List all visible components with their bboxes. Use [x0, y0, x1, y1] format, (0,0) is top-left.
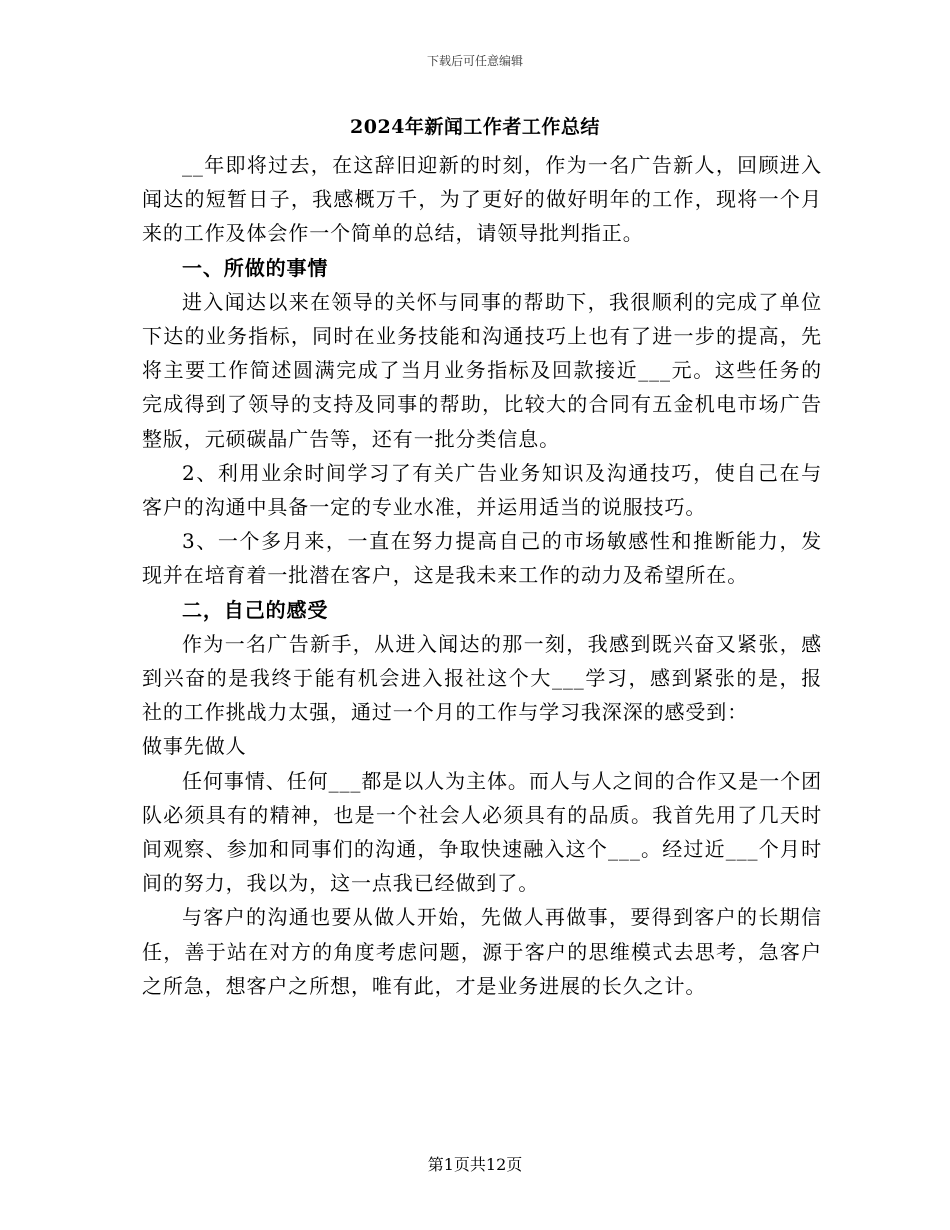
feelings-paragraph-1: 作为一名广告新手，从进入闻达的那一刻，我感到既兴奋又紧张，感到兴奋的是我终于能有机会进入报社这个大___学习，感到紧张的是，报社的工作挑战力太强，通过一个月的工作与学习我深深的感受到：: [142, 631, 822, 725]
section-heading-feelings: 二，自己的感受: [182, 597, 329, 622]
intro-paragraph: __年即将过去，在这辞旧迎新的时刻，作为一名广告新人，回顾进入闻达的短暂日子，我感概万千，为了更好的做好明年的工作，现将一个月来的工作及体会作一个简单的总结，请领导批判指正。: [142, 153, 822, 246]
header-note: 下载后可任意编辑: [426, 54, 523, 68]
feelings-subheading: 做事先做人: [142, 734, 247, 759]
work-done-paragraph-1: 进入闻达以来在领导的关怀与同事的帮助下，我很顺利的完成了单位下达的业务指标，同时在业务技能和沟通技巧上也有了进一步的提高，先将主要工作简述圆满完成了当月业务指标及回款接近___元。这些任务的完成得到了领导的支持及同事的帮助，比较大的合同有五金机电市场广告整版，元硕碳晶广告等，还有一批分类信息。: [142, 289, 822, 451]
document-body: [142, 148, 822, 1003]
work-done-paragraph-2: 2、利用业余时间学习了有关广告业务知识及沟通技巧，使自己在与客户的沟通中具备一定的专业水准，并运用适当的说服技巧。: [142, 460, 822, 520]
section-heading-work-done: 一、所做的事情: [182, 255, 329, 280]
feelings-paragraph-2: 任何事情、任何___都是以人为主体。而人与人之间的合作又是一个团队必须具有的精神，也是一个社会人必须具有的品质。我首先用了几天时间观察、参加和同事们的沟通，争取快速融入这个___。经过近___个月时间的努力，我以为，这一点我已经做到了。: [142, 768, 822, 896]
page-number: 第1页共12页: [427, 1155, 523, 1174]
document-title: 2024年新闻工作者工作总结: [350, 116, 600, 138]
feelings-paragraph-3: 与客户的沟通也要从做人开始，先做人再做事，要得到客户的长期信任，善于站在对方的角度考虑问题，源于客户的思维模式去思考，急客户之所急，想客户之所想，唯有此，才是业务进展的长久之计。: [142, 905, 822, 998]
work-done-paragraph-3: 3、一个多月来，一直在努力提高自己的市场敏感性和推断能力，发现并在培育着一批潜在客户，这是我未来工作的动力及希望所在。: [142, 529, 822, 588]
